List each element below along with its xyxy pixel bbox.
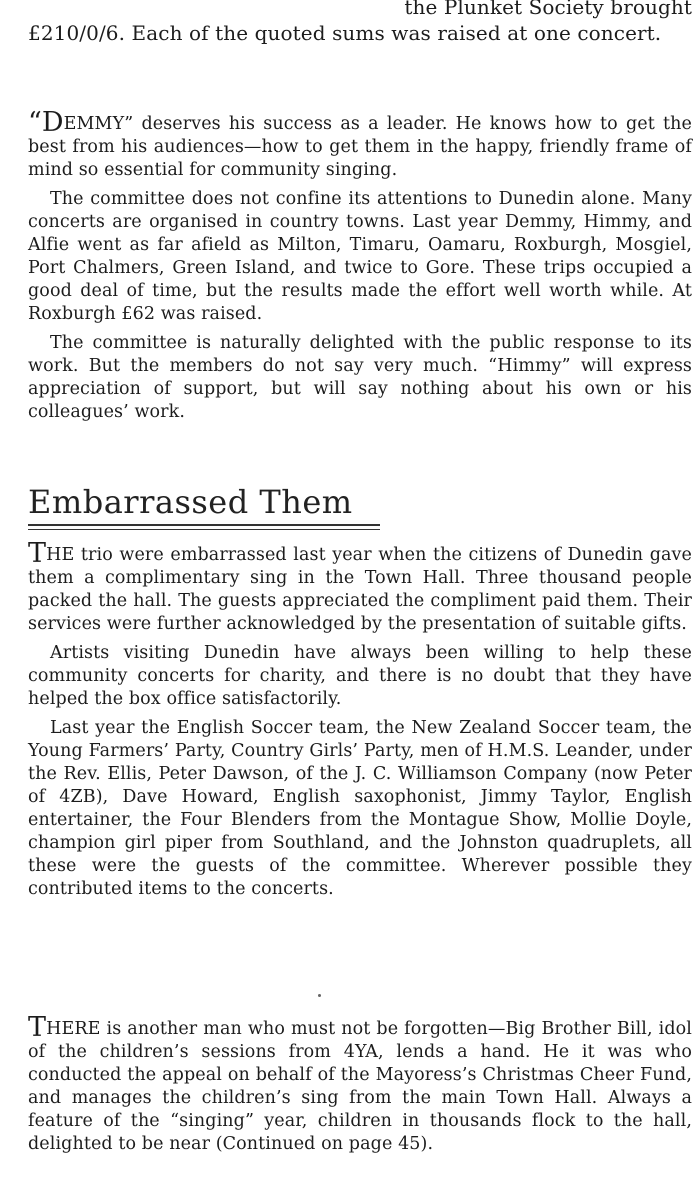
first-word-rest: EMMY” (63, 114, 134, 134)
demmy-paragraph-3: The committee is naturally delighted with the public response to its work. But the members do not say very much. “Himmy” will express appreciation of support, but will say nothing about his own or his colleagues’ work. (28, 333, 692, 422)
heading-underline (28, 524, 380, 530)
trio-paragraph-2: Artists visiting Dunedin have always been willing to help these community concerts for charity, and there is no doubt that they have helped the box office satisfactorily. (28, 643, 692, 709)
separator-dot (318, 994, 321, 997)
demmy-section (28, 107, 692, 424)
dropcap-letter: “D (28, 107, 64, 138)
paragraph-body: trio were embarrassed last year when the citizens of Dunedin gave them a complimentary sing in the Town Hall. Three thousand people packed the hall. The guests appreciated the compliment paid them. Their services were further acknowledged by the presentation of suitable gifts. (28, 545, 692, 634)
intro-paragraph: £210/0/6. Each of the quoted sums was raised at one concert. (28, 21, 662, 45)
paragraph-body: is another man who must not be forgotten—Big Brother Bill, idol of the children’s sessions from 4YA, lends a hand. He it was who conducted the appeal on behalf of the Mayoress’s Christmas Cheer Fund, and manages the children’s sing from the main Town Hall. Always a feature of the “singing” year, children in thousands flock to the hall, delighted to be near (Continued on page 45). (28, 1019, 692, 1154)
paragraph-body: deserves his success as a leader. He knows how to get the best from his audiences—how to get them in the happy, friendly frame of mind so essential for community singing. (28, 114, 692, 180)
first-word-rest: HERE (46, 1019, 101, 1039)
section-heading (28, 482, 388, 530)
heading-title: Embarrassed Them (28, 483, 353, 521)
demmy-paragraph-1 (28, 107, 692, 182)
dropcap-letter: T (28, 1012, 47, 1043)
demmy-paragraph-2: The committee does not confine its attentions to Dunedin alone. Many concerts are organised in country towns. Last year Demmy, Himmy, and Alfie went as far afield as Milton, Timaru, Oamaru, Roxburgh, Mosgiel, Port Chalmers, Green Island, and twice to Gore. These trips occupied a good deal of time, but the results made the effort well worth while. At Roxburgh £62 was raised. (28, 189, 692, 324)
intro-section (28, 0, 692, 46)
trio-section (28, 538, 692, 901)
intro-continuation-line: the Plunket Society brought (404, 0, 692, 19)
big-brother-bill-section (28, 1012, 692, 1156)
trio-paragraph-1 (28, 538, 692, 636)
first-word-rest: HE (46, 545, 75, 565)
bill-paragraph-1 (28, 1012, 692, 1156)
trio-paragraph-3: Last year the English Soccer team, the New Zealand Soccer team, the Young Farmers’ Party, Country Girls’ Party, men of H.M.S. Leander, under the Rev. Ellis, Peter Dawson, of the J. C. Williamson Company (now Peter of 4ZB), Dave Howard, English saxophonist, Jimmy Taylor, English entertainer, the Four Blenders from the Montague Show, Mollie Doyle, champion girl piper from Southland, and the Johnston quadruplets, all these were the guests of the committee. Wherever possible they contributed items to the concerts. (28, 718, 692, 899)
dropcap-letter: T (28, 538, 47, 569)
